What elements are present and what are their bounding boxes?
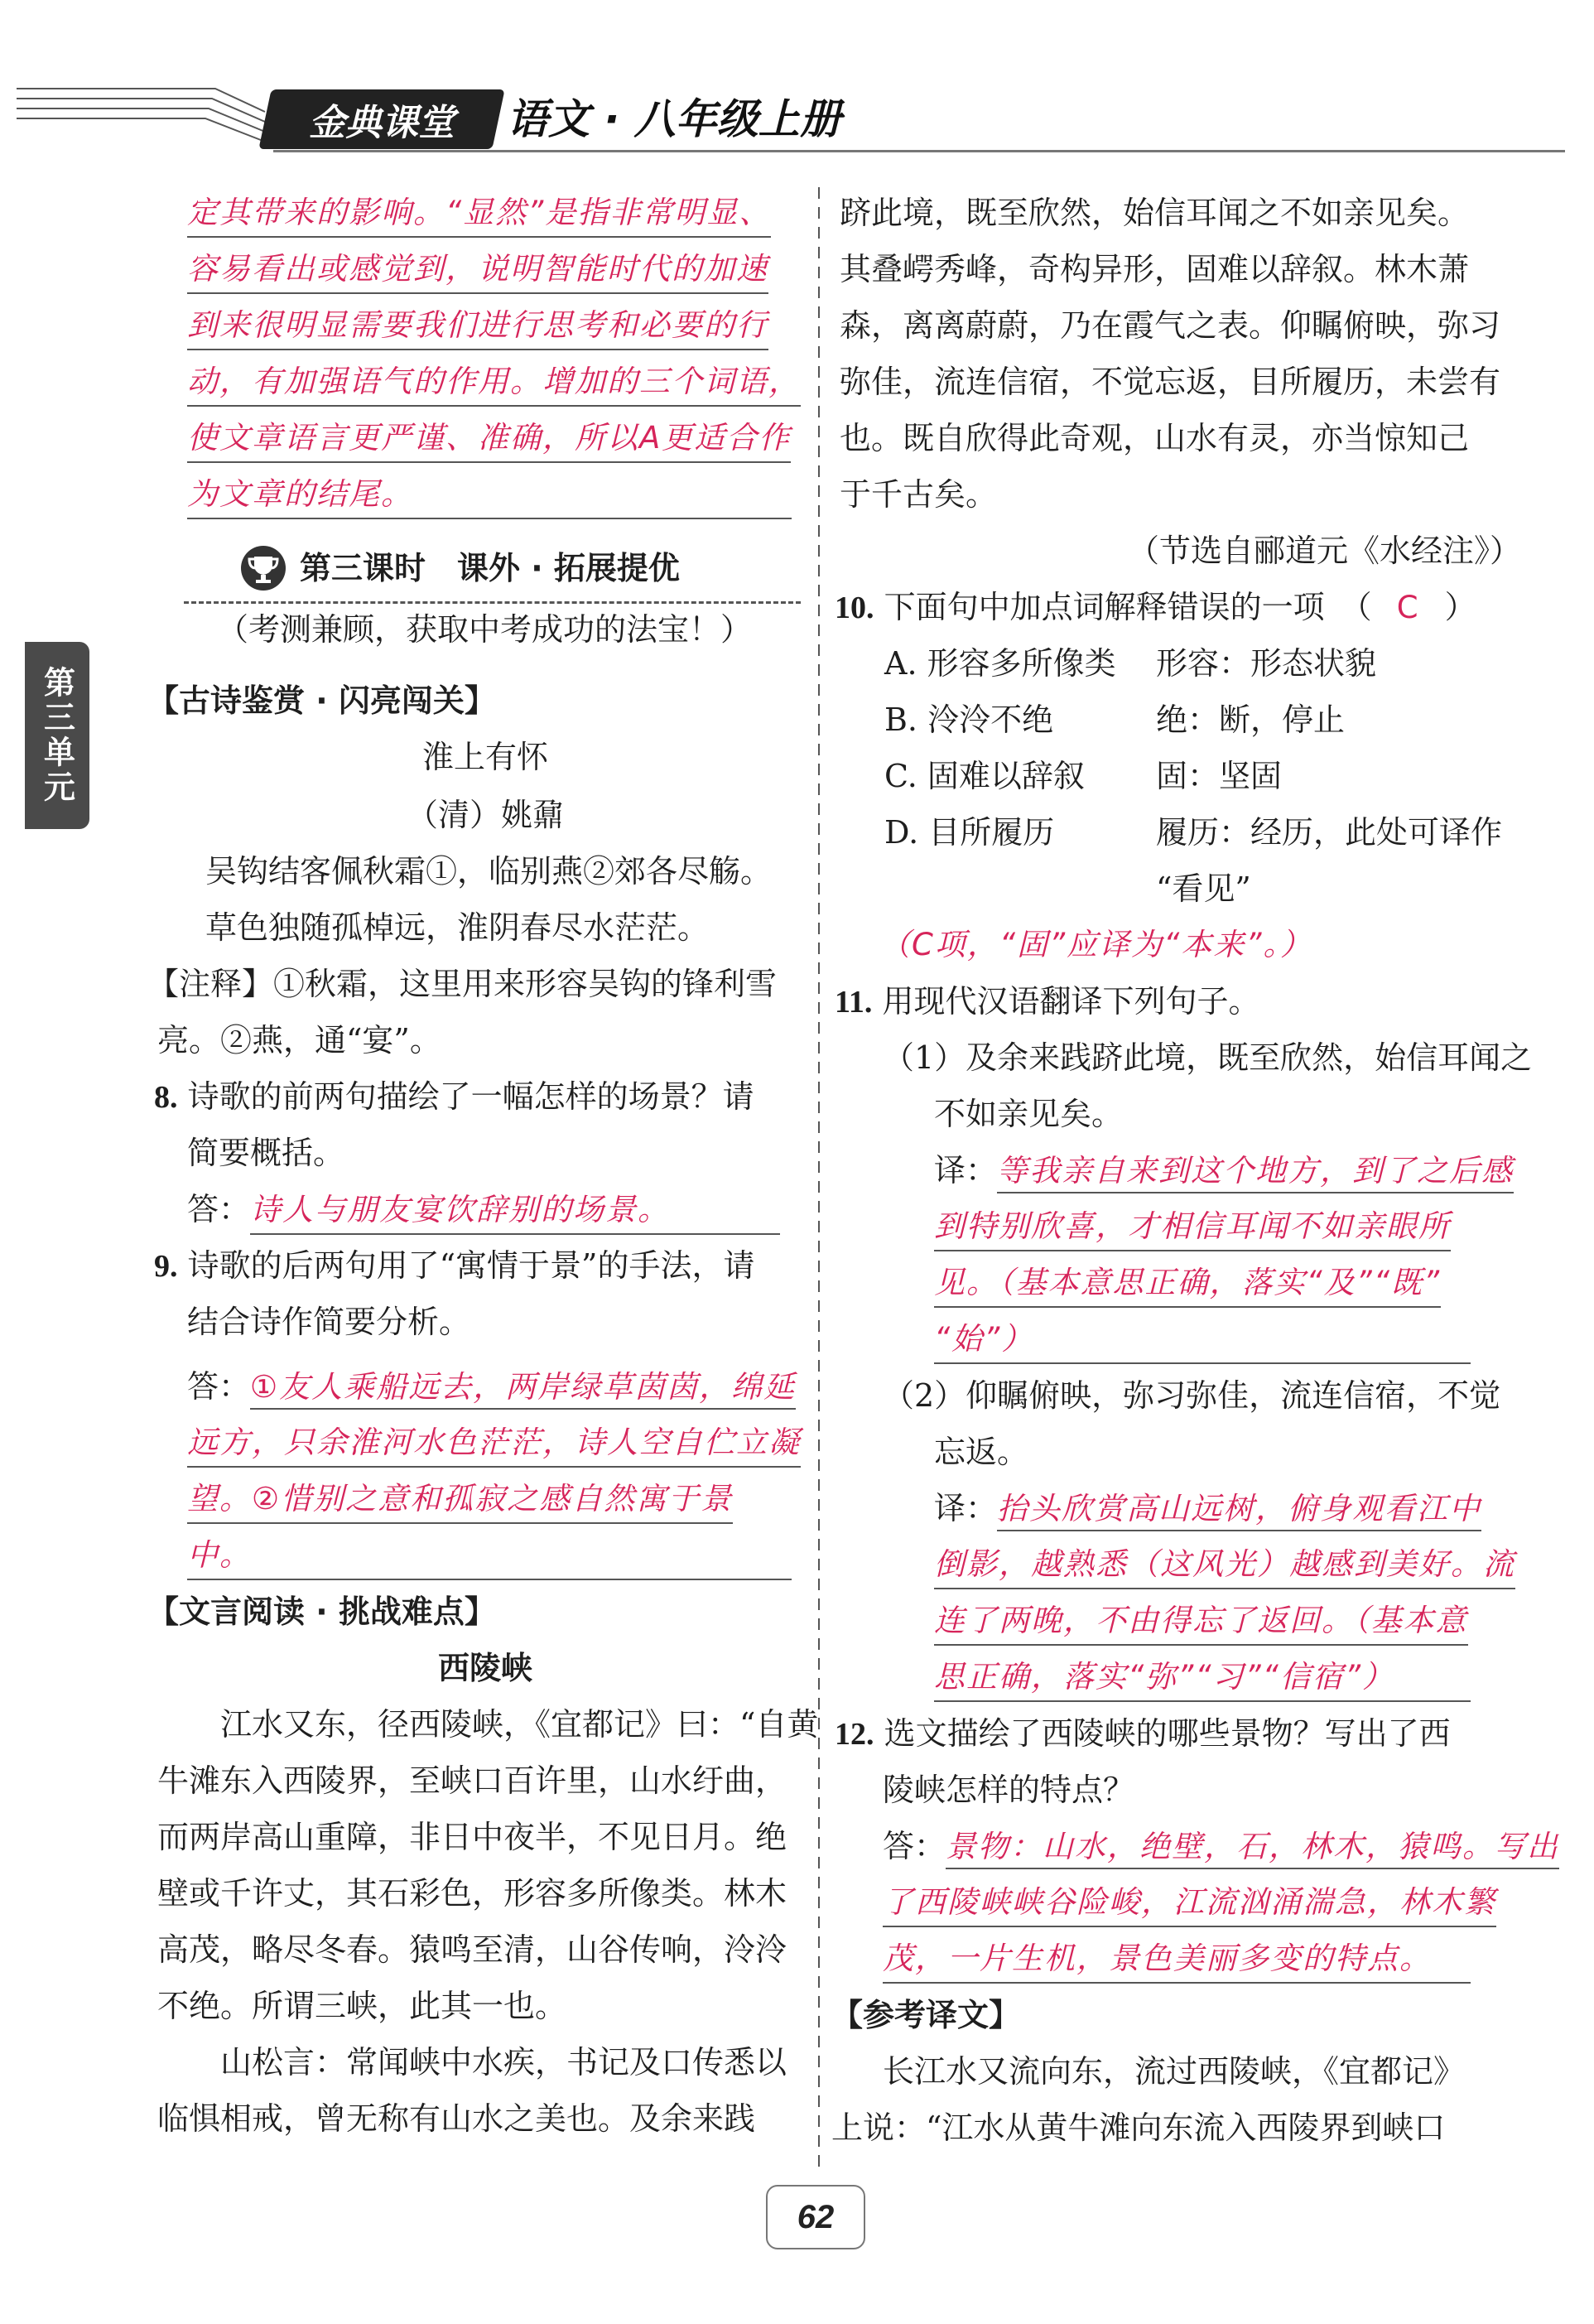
option-d-left: D. 目所履历: [884, 814, 1055, 851]
poem-heading: 【古诗鉴赏 · 闪亮闯关】: [147, 682, 496, 719]
trophy-icon: [240, 545, 287, 591]
passage-source: （节选自郦道元《水经注》）: [1128, 533, 1522, 569]
option-b-left: B. 泠泠不绝: [884, 702, 1054, 738]
answer-text: 茂，一片生机，景色美丽多变的特点。: [883, 1939, 1471, 1984]
option-b-right: 绝：断，停止: [1156, 702, 1346, 738]
answer-line: [187, 1367, 796, 1407]
section-subtitle: （考测兼顾，获取中考成功的法宝！）: [217, 611, 753, 648]
option-d-right-cont: “看见”: [1156, 870, 1251, 907]
passage-line: 高茂，略尽冬春。猿鸣至清，山谷传响，泠泠: [157, 1931, 787, 1968]
option-a-right: 形容：形态状貌: [1156, 645, 1377, 682]
question-9-line: [154, 1246, 754, 1286]
answer-label: 答：: [187, 1191, 251, 1227]
translation-text: “始”）: [934, 1319, 1471, 1364]
answer-text: ①友人乘船远去，两岸绿草茵茵，绵延: [250, 1369, 796, 1410]
annotation-line: 亮。②燕，通“宴”。: [157, 1022, 441, 1058]
question-text: 下面句中加点词解释错误的一项 （: [884, 589, 1372, 625]
question-11-line: [835, 981, 1260, 1022]
sub-question-2-cont: 忘返。: [934, 1434, 1029, 1470]
answer-text: 了西陵峡峡谷险峻，江流汹涌湍急，林木繁: [883, 1883, 1496, 1927]
sub-question-1-cont: 不如亲见矣。: [934, 1096, 1124, 1132]
translation-line: [934, 1488, 1481, 1529]
poem-author: （清）姚鼐: [406, 797, 564, 833]
question-text: 结合诗作简要分析。: [187, 1304, 471, 1340]
question-number: 8.: [154, 1080, 178, 1115]
answer-choice: C: [1396, 590, 1420, 625]
unit-tab: 第三单元: [25, 642, 89, 829]
answer-line: [187, 1189, 780, 1235]
option-a-left: A. 形容多所像类: [884, 645, 1116, 682]
answer-label: 答：: [187, 1368, 251, 1405]
sub-question-1: （1）及余来践跻此境，既至欣然，始信耳闻之: [883, 1039, 1533, 1076]
question-text: 用现代汉语翻译下列句子。: [882, 983, 1260, 1020]
passage-line: 牛滩东入西陵界，至峡口百许里，山水纡曲，: [157, 1762, 787, 1799]
header-decor-lines: [17, 79, 273, 153]
passage-line: 其叠崿秀峰，奇构异形，固难以辞叙。林木萧: [840, 251, 1470, 287]
option-d-right: 履历：经历，此处可译作: [1156, 814, 1503, 851]
question-12-line: [835, 1714, 1451, 1754]
reference-line: 长江水又流向东，流过西陵峡，《宜都记》: [883, 2053, 1466, 2090]
passage-line: 跻此境，既至欣然，始信耳闻之不如亲见矣。: [840, 195, 1470, 231]
question-8-line: [154, 1077, 754, 1117]
question-text: 简要概括。: [187, 1135, 345, 1171]
section-title: 第三课时 课外 · 拓展提优: [300, 550, 680, 586]
translation-line: [934, 1150, 1514, 1191]
translation-label: 译：: [934, 1490, 998, 1526]
answer-text: 中。: [187, 1536, 792, 1580]
question-text: 诗歌的后两句用了“寓情于景”的手法，请: [187, 1247, 755, 1284]
translation-text: 等我亲自来到这个地方，到了之后感: [997, 1153, 1514, 1193]
column-divider: [809, 187, 829, 2167]
brand-badge: 金典课堂: [258, 89, 504, 149]
translation-text: 倒影，越熟悉（这风光）越感到美好。流: [934, 1545, 1515, 1589]
translation-text: 连了两晚，不由得忘了返回。（基本意: [934, 1601, 1468, 1646]
passage-line: 临惧相戒，曾无称有山水之美也。及余来践: [157, 2100, 756, 2137]
answer-text: 望。②惜别之意和孤寂之感自然寓于景: [187, 1479, 733, 1524]
passage-line: 江水又东，径西陵峡，《宜都记》曰：“自黄: [220, 1706, 819, 1743]
question-number: 11.: [835, 985, 873, 1020]
question-number: 10.: [835, 591, 874, 625]
answer-prev-line: 为文章的结尾。: [187, 475, 792, 519]
answer-prev-line: 使文章语言更严谨、准确，所以A更适合作: [187, 418, 791, 463]
book-title: 语文 · 八年级上册: [507, 95, 841, 143]
reference-heading: 【参考译文】: [831, 1997, 1021, 2033]
answer-prev-line: 容易看出或感觉到，说明智能时代的加速: [187, 249, 768, 294]
answer-prev-line: 定其带来的影响。“显然”是指非常明显、: [187, 193, 771, 238]
answer-prev-line: 动，有加强语气的作用。增加的三个词语，: [187, 362, 801, 407]
poem-title: 淮上有怀: [421, 739, 548, 775]
answer-text: 景物：山水，绝壁，石，林木，猿鸣。写出: [946, 1829, 1559, 1869]
sub-question-2: （2）仰瞩俯映，弥习弥佳，流连信宿，不觉: [883, 1377, 1501, 1414]
question-10-line: [835, 587, 1476, 628]
passage-line: 森，离离蔚蔚，乃在霞气之表。仰瞩俯映，弥习: [840, 307, 1501, 344]
translation-text: 抬头欣赏高山远树，俯身观看江中: [997, 1491, 1481, 1531]
header-rule: [273, 150, 1565, 152]
passage-line: 山松言：常闻峡中水疾，书记及口传悉以: [220, 2044, 787, 2081]
passage-title: 西陵峡: [437, 1650, 532, 1686]
question-number: 12.: [835, 1717, 874, 1752]
page-number: 62: [766, 2185, 865, 2249]
passage-line: 壁或千许丈，其石彩色，形容多所像类。林木: [157, 1875, 787, 1912]
section-rule: [184, 601, 801, 604]
question-number: 9.: [154, 1249, 178, 1284]
question-text: 选文描绘了西陵峡的哪些景物？写出了西: [884, 1715, 1451, 1752]
reference-line: 上说：“江水从黄牛滩向东流入西陵界到峡口: [831, 2109, 1446, 2146]
wenyan-heading: 【文言阅读 · 挑战难点】: [147, 1594, 496, 1630]
passage-line: 于千古矣。: [840, 476, 998, 513]
translation-text: 到特别欣喜，才相信耳闻不如亲眼所: [934, 1207, 1451, 1251]
poem-line: 草色独随孤棹远，淮阴春尽水茫茫。: [205, 909, 710, 946]
option-c-left: C. 固难以辞叙: [884, 758, 1085, 794]
answer-line: [883, 1826, 1559, 1867]
option-c-right: 固：坚固: [1156, 758, 1283, 794]
passage-line: 不绝。所谓三峡，此其一也。: [157, 1988, 567, 2024]
question-text: 陵峡怎样的特点？: [883, 1772, 1135, 1808]
answer-text: 远方，只余淮河水色茫茫，诗人空自伫立凝: [187, 1423, 801, 1468]
poem-line: 吴钩结客佩秋霜①，临别燕②郊各尽觞。: [205, 853, 773, 890]
q10-explanation: （C项，“固”应译为“本来”。）: [879, 927, 1313, 962]
question-close: ）: [1444, 589, 1476, 625]
answer-text: 诗人与朋友宴饮辞别的场景。: [250, 1190, 780, 1235]
translation-text: 见。（基本意思正确，落实“及”“既”: [934, 1263, 1441, 1308]
passage-line: 弥佳，流连信宿，不觉忘返，目所履历，未尝有: [840, 364, 1501, 400]
answer-prev-line: 到来很明显需要我们进行思考和必要的行: [187, 306, 768, 350]
translation-label: 译：: [934, 1152, 998, 1189]
question-text: 诗歌的前两句描绘了一幅怎样的场景？请: [187, 1078, 754, 1115]
passage-line: 也。既自欣得此奇观，山水有灵，亦当惊知己: [840, 420, 1470, 456]
translation-text: 思正确，落实“弥”“习”“信宿”）: [934, 1657, 1471, 1702]
answer-label: 答：: [883, 1828, 946, 1864]
passage-line: 而两岸高山重障，非日中夜半，不见日月。绝: [157, 1819, 787, 1855]
annotation-line: 【注释】①秋霜，这里用来形容吴钩的锋利雪: [147, 966, 778, 1002]
